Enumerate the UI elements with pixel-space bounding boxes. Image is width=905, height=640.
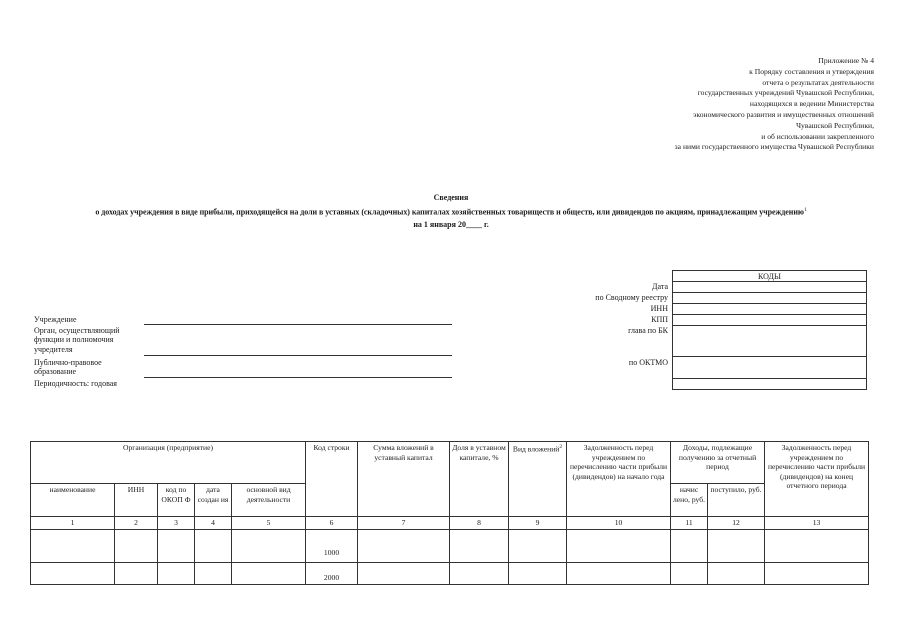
share-header: Доля в уставном капитале, %	[450, 442, 509, 517]
table-cell[interactable]	[31, 562, 115, 584]
periodicity-label: Периодичность: годовая	[34, 379, 117, 388]
appendix-line: и об использовании закрепленного	[761, 131, 874, 141]
table-cell[interactable]	[195, 562, 232, 584]
table-cell[interactable]	[671, 529, 708, 562]
institution-label: Учреждение	[34, 315, 77, 324]
table-cell[interactable]	[509, 562, 567, 584]
table-cell[interactable]	[567, 529, 671, 562]
table-cell[interactable]	[509, 529, 567, 562]
col-received-header: поступило, руб.	[708, 484, 765, 517]
appendix-line: Приложение № 4	[818, 56, 874, 65]
col-number: 4	[195, 517, 232, 530]
col-number: 13	[765, 517, 869, 530]
col-accrued-header: начис лено, руб.	[671, 484, 708, 517]
codes-label-kpp: КПП	[651, 315, 668, 324]
row-code-cell: 2000	[306, 562, 358, 584]
col-activity-header: основной вид деятельности	[232, 484, 306, 517]
table-cell[interactable]	[567, 562, 671, 584]
table-cell[interactable]	[358, 562, 450, 584]
code-date-cell[interactable]	[673, 282, 867, 293]
col-okopf-header: код по ОКОП Ф	[158, 484, 195, 517]
codes-label-date: Дата	[652, 282, 668, 291]
organ-label: Орган, осуществляющий функции и полномочия учредителя	[34, 326, 120, 354]
table-cell[interactable]	[232, 529, 306, 562]
codes-label-bk: глава по БК	[628, 326, 668, 335]
col-number: 3	[158, 517, 195, 530]
table-cell[interactable]	[195, 529, 232, 562]
organ-field-line[interactable]	[144, 355, 452, 356]
table-cell[interactable]	[115, 562, 158, 584]
code-oktmo-cell[interactable]	[673, 357, 867, 379]
appendix-line: находящихся в ведении Министерства	[749, 99, 874, 109]
col-number: 11	[671, 517, 708, 530]
public-entity-field-line[interactable]	[144, 377, 452, 378]
table-cell[interactable]	[765, 562, 869, 584]
col-number: 2	[115, 517, 158, 530]
table-cell[interactable]	[708, 529, 765, 562]
title-line-3: на 1 января 20____ г.	[413, 219, 489, 229]
table-cell[interactable]	[31, 529, 115, 562]
investment-header: Сумма вложений в уставный капитал	[358, 442, 450, 517]
codes-table	[672, 270, 867, 390]
debt-start-header: Задолженность перед учреждением по перечислению части прибыли (дивидендов) на начало года	[567, 442, 671, 517]
appendix-line: за ними государственного имущества Чувашской Республики	[674, 142, 874, 152]
col-created-header: дата создан ия	[195, 484, 232, 517]
col-number: 5	[232, 517, 306, 530]
code-registry-cell[interactable]	[673, 293, 867, 304]
row-code-header: Код строки	[306, 442, 358, 517]
table-cell[interactable]	[450, 562, 509, 584]
col-number: 12	[708, 517, 765, 530]
kind-footnote-mark: 2	[559, 444, 563, 450]
code-inn-cell[interactable]	[673, 304, 867, 315]
codes-label-inn: ИНН	[650, 304, 668, 313]
kind-header	[509, 442, 567, 517]
appendix-line: Чувашской Республики,	[796, 120, 874, 130]
institution-field-line[interactable]	[144, 324, 452, 325]
code-kpp-cell[interactable]	[673, 315, 867, 326]
table-cell[interactable]	[232, 562, 306, 584]
table-cell[interactable]	[671, 562, 708, 584]
income-header: Доходы, подлежащие получению за отчетный период	[671, 442, 765, 484]
col-number: 6	[306, 517, 358, 530]
col-name-header: наименование	[31, 484, 115, 517]
table-cell[interactable]	[765, 529, 869, 562]
col-number: 7	[358, 517, 450, 530]
col-number: 9	[509, 517, 567, 530]
codes-header: КОДЫ	[673, 271, 867, 282]
codes-label-registry: по Сводному реестру	[595, 293, 668, 302]
appendix-line: отчета о результатах деятельности	[762, 77, 874, 87]
code-empty-cell[interactable]	[673, 379, 867, 390]
public-entity-label: Публично-правовое образование	[34, 358, 102, 377]
org-header: Организация (предприятие)	[31, 442, 306, 484]
table-cell[interactable]	[115, 529, 158, 562]
title-line-1: Сведения	[433, 193, 469, 202]
appendix-line: к Порядку составления и утверждения	[749, 66, 874, 76]
title-line-2	[30, 204, 872, 219]
table-cell[interactable]	[708, 562, 765, 584]
document-title	[30, 192, 872, 231]
col-number: 8	[450, 517, 509, 530]
table-row	[31, 529, 869, 562]
table-cell[interactable]	[450, 529, 509, 562]
appendix-header	[675, 56, 874, 153]
col-inn-header: ИНН	[115, 484, 158, 517]
kind-header-text: Вид вложений	[512, 444, 560, 454]
table-cell[interactable]	[158, 562, 195, 584]
table-cell[interactable]	[358, 529, 450, 562]
appendix-line: государственных учреждений Чувашской Республики,	[697, 88, 874, 98]
income-table	[30, 441, 869, 585]
col-number: 1	[31, 517, 115, 530]
appendix-line: экономического развития и имущественных отношений	[693, 109, 874, 119]
debt-end-header: Задолженность перед учреждением по перечислению части прибыли (дивидендов) на конец отчетного периода	[765, 442, 869, 517]
title-line-2-text: о доходах учреждения в виде прибыли, приходящейся на доли в уставных (складочных) капиталах хозяйственных товариществ и обществ, или дивидендов по акциям, принадлежащим учреждению	[95, 207, 804, 217]
col-number: 10	[567, 517, 671, 530]
title-footnote-mark: 1	[803, 207, 807, 213]
codes-label-oktmo: по ОКТМО	[628, 358, 668, 367]
table-row	[31, 562, 869, 584]
table-cell[interactable]	[158, 529, 195, 562]
code-bk-cell[interactable]	[673, 326, 867, 357]
row-code-cell: 1000	[306, 529, 358, 562]
